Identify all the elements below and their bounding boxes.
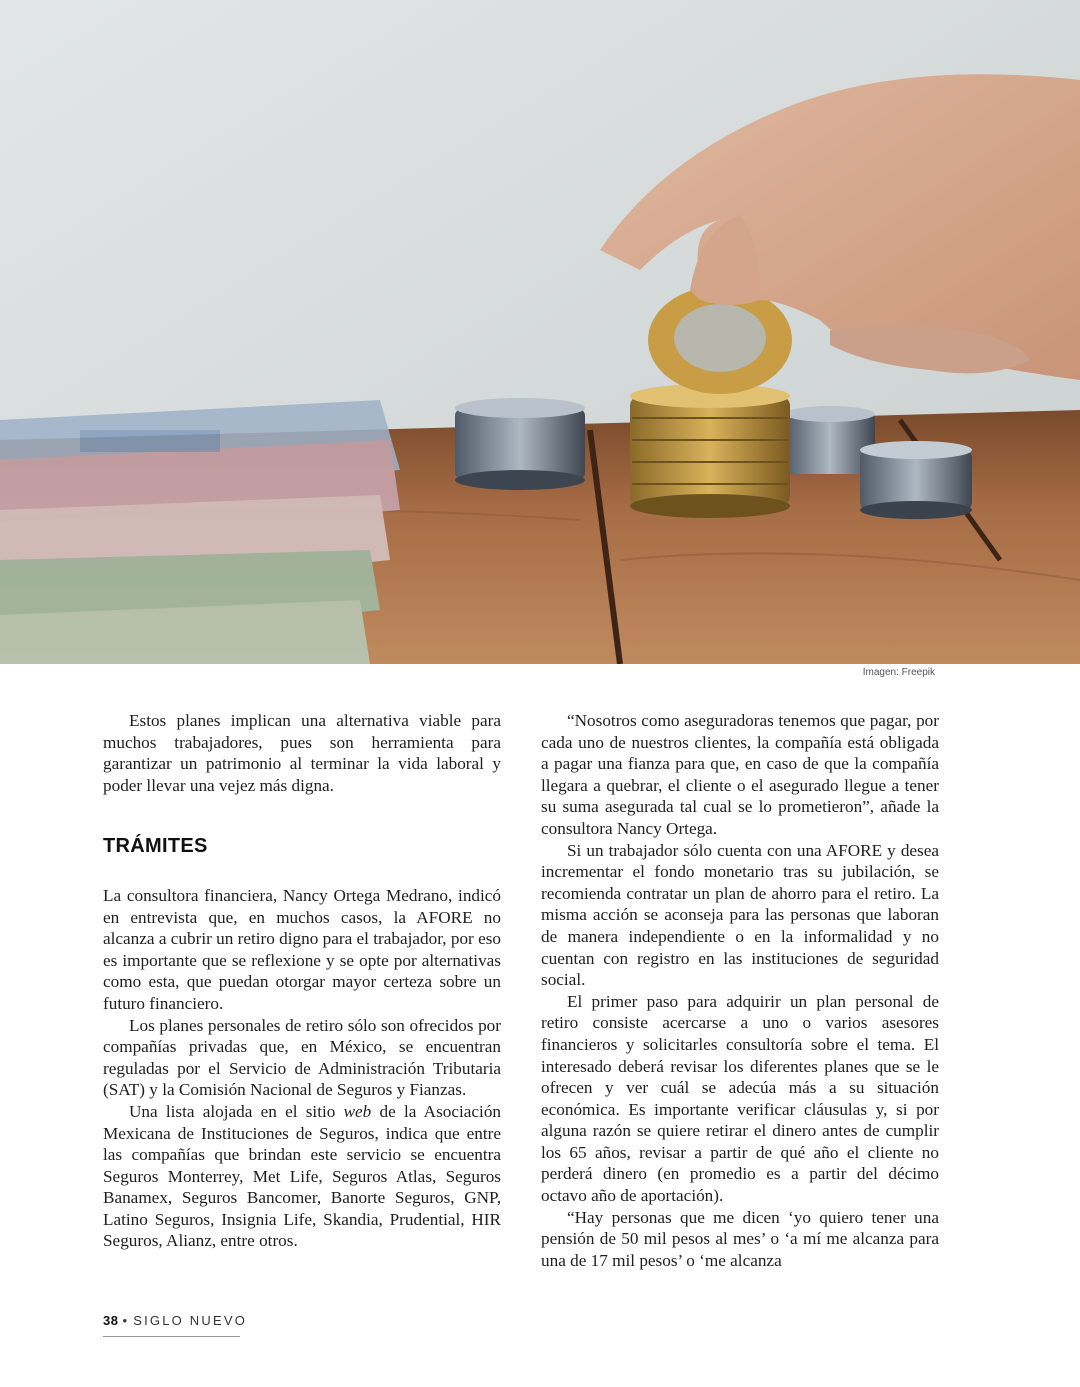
body-paragraph: El primer paso para adquirir un plan personal de retiro consiste acercarse a uno o varios asesores financieros y solicitarles consultoría sobre el tema. El interesado deberá revisar los diferentes planes que se le ofrecen y ver cuál se adecúa más a su situación económica. Es importante verificar cláusulas y, si por alguna razón se quiere retirar el dinero antes de cumplir los 65 años, revisar a partir de qué año el cliente no perderá dinero (en promedio es a partir del décimo octavo año de aportación). (541, 991, 939, 1206)
quote-paragraph: “Nosotros como aseguradoras tenemos que pagar, por cada uno de nuestros clientes, la compañía está obligada a pagar una fianza para que, en caso de que la compañía llegara a quebrar, el cliente o el asegurado llegue a tener su suma asegurada tal cual se lo prometieron”, añade la consultora Nancy Ortega. (541, 711, 939, 838)
photo-credit: Imagen: Freepik (862, 667, 935, 678)
publication-name: SIGLO NUEVO (133, 1313, 248, 1328)
section-heading: TRÁMITES (103, 835, 208, 858)
body-paragraph: La consultora financiera, Nancy Ortega Medrano, indicó en entrevista que, en muchos casos, la AFORE no alcanza a cubrir un retiro digno para el trabajador, por eso es importante que se reflexione y se opte por alternativas como esta, que puedan otorgar mayor certeza sobre un futuro financiero. (103, 885, 501, 1013)
coins-and-banknotes-illustration (0, 0, 1080, 664)
italic-word: web (343, 1101, 372, 1121)
right-column (541, 710, 939, 1271)
body-paragraph: Si un trabajador sólo cuenta con una AFORE y desea incrementar el fondo monetario tras su jubilación, se recomienda contratar un plan de ahorro para el retiro. La misma acción se aconseja para las personas que laboran de manera independiente o en la informalidad y no cuentan con registro en las instituciones de seguridad social. (541, 840, 939, 990)
body-paragraph: Los planes personales de retiro sólo son ofrecidos por compañías privadas que, en México, se encuentran reguladas por el Servicio de Administración Tributaria (SAT) y la Comisión Nacional de Seguros y Fianzas. (103, 1015, 501, 1100)
quote-paragraph: “Hay personas que me dicen ‘yo quiero tener una pensión de 50 mil pesos al mes’ o ‘a mí me alcanza para una de 17 mil pesos’ o ‘me alcanza (541, 1207, 939, 1270)
left-column (103, 710, 501, 1252)
hero-photo (0, 0, 1080, 664)
text-run: de la Asociación Mexicana de Instituciones de Seguros, indica que entre las compañías que brindan este servicio se encuentra Seguros Monterrey, Met Life, Seguros Atlas, Seguros Banamex, Seguros Bancomer, Banorte Seguros, GNP, Latino Seguros, Insignia Life, Skandia, Prudential, HIR Seguros, Alianz, entre otros. (103, 1101, 502, 1251)
intro-paragraph: Estos planes implican una alternativa viable para muchos trabajadores, pues son herramienta para garantizar un patrimonio al terminar la vida laboral y poder llevar una vejez más digna. (103, 711, 501, 795)
text-run: Una lista alojada en el sitio (129, 1101, 344, 1121)
page-footer (103, 1313, 247, 1328)
footer-rule (103, 1336, 240, 1337)
body-paragraph (103, 1101, 501, 1252)
footer-separator: • (122, 1313, 130, 1328)
page-number: 38 (103, 1313, 119, 1328)
